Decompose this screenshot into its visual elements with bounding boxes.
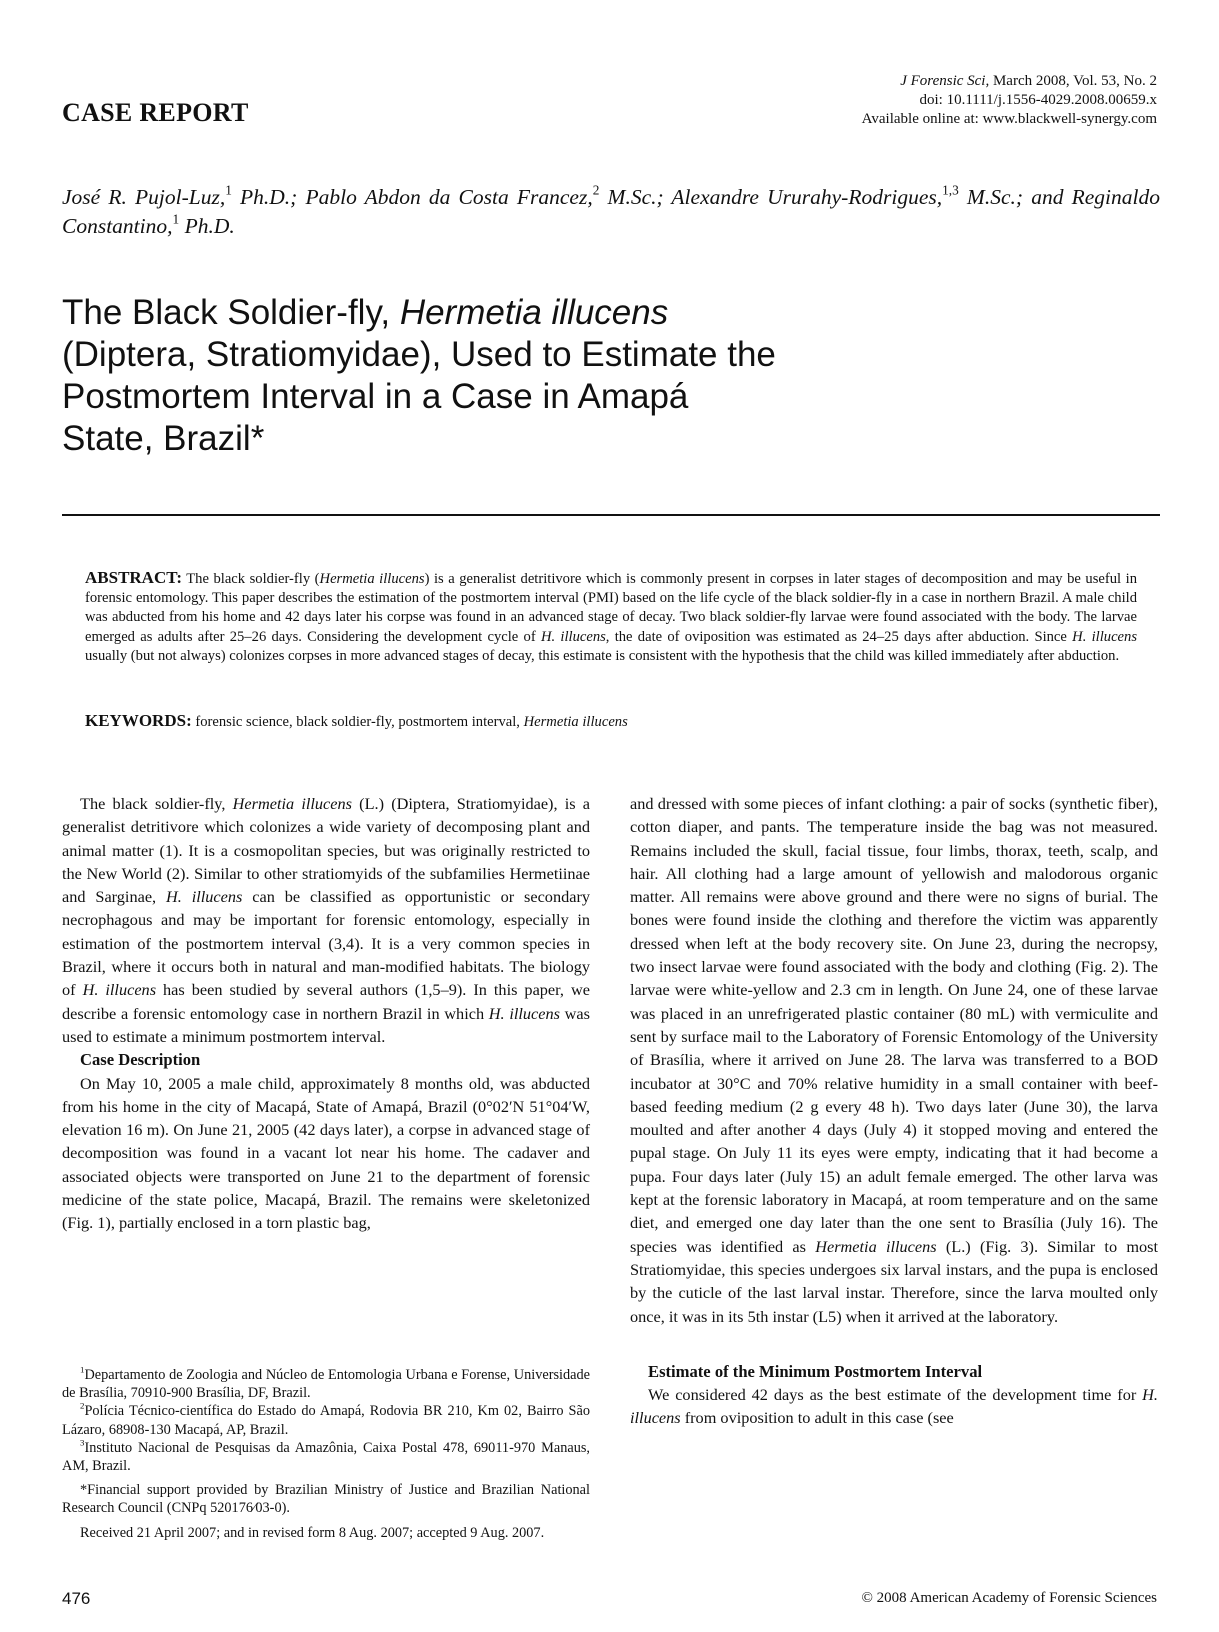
- abstract-text: , the date of oviposition was estimated as 24–25 days after abduction. Since: [605, 628, 1073, 645]
- body-paragraph: [62, 792, 590, 1048]
- footnote-text: Polícia Técnico-científica do Estado do Amapá, Rodovia BR 210, Km 02, Bairro São Lázaro, 68908-130 Macapá, AP, Brazil.: [62, 1403, 590, 1438]
- copyright: © 2008 American Academy of Forensic Sciences: [861, 1590, 1157, 1606]
- abstract-text: usually (but not always) colonizes corpses in more advanced stages of decay, this estimate is consistent with the hypothesis that the child was killed immediately after abduction.: [85, 647, 1120, 664]
- author-name: José R. Pujol-Luz,: [62, 185, 226, 209]
- journal-citation: [637, 72, 1157, 91]
- author-degree: M.Sc.;: [599, 185, 672, 209]
- footnote-funding: *Financial support provided by Brazilian Ministry of Justice and Brazilian National Research Council (CNPq 520176⁄03-0).: [62, 1482, 590, 1517]
- footnote-marker: 2: [80, 1401, 85, 1412]
- footnote-text: Departamento de Zoologia and Núcleo de Entomologia Urbana e Forense, Universidade de Brasília, 70910-900 Brasília, DF, Brazil.: [62, 1367, 590, 1402]
- abstract-italic: H. illucens: [1072, 628, 1137, 645]
- body-italic: H. illucens: [488, 1003, 560, 1023]
- footnote-affiliation: [62, 1366, 590, 1402]
- body-text: (L.) (Fig. 3). Similar to most Stratiomyidae, this species undergoes six larval instars, and the pupa is enclosed by the cuticle of the last larval instar. Therefore, since the larva moulted only once, it was in its 5th instar (L5) when it arrived at the laboratory.: [630, 1236, 1158, 1326]
- body-text: and dressed with some pieces of infant clothing: a pair of socks (synthetic fiber), cotton diaper, and pants. The temperature inside the bag was not measured. Remains included the skull, facial tissue, four limbs, thorax, teeth, scalp, and hair. All clothing had a large amount of yellowish and malodorous organic matter. All remains were above ground and there were no signs of burial. The bones were found inside the clothing and therefore the victim was apparently dressed when left at the body recovery site. On June 23, during the necropsy, two insect larvae were found associated with the body and clothing (Fig. 2). The larvae were white-yellow and 2.3 cm in length. On June 24, one of these larvae was placed in an unrefrigerated plastic container (80 mL) with vermiculite and sent by surface mail to the Laboratory of Forensic Entomology of the University of Brasília, where it arrived on June 28. The larva was transferred to a BOD incubator at 30°C and 70% relative humidity in a small container with beef-based feeding medium (2 g every 48 h). Two days later (June 30), the larva moulted and after another 4 days (July 4) it stopped moving and entered the pupal stage. On July 11 its eyes were empty, indicating that it had become a pupa. Four days later (July 15) an adult female emerged. The other larva was kept at the forensic laboratory in Macapá, at room temperature and on the same diet, and emerged one day later than the one sent to Brasília (July 16). The species was identified as: [630, 794, 1158, 1256]
- abstract-italic: Hermetia illucens: [319, 571, 425, 587]
- title-divider: [62, 514, 1160, 516]
- author-degree: Ph.D.;: [231, 185, 306, 209]
- author-affiliation: 2: [592, 182, 600, 198]
- author-list: [62, 183, 1160, 241]
- title-text: State, Brazil: [62, 419, 251, 458]
- journal-info: [637, 72, 1157, 129]
- title-asterisk: *: [250, 419, 265, 458]
- body-text: was used to estimate a minimum postmortem interval.: [62, 1003, 590, 1046]
- abstract-text: The black soldier-fly (: [181, 571, 320, 587]
- footnote-affiliation: [62, 1439, 590, 1475]
- available-online: Available online at: www.blackwell-synergy.com: [861, 111, 1157, 127]
- body-text: can be classified as opportunistic or secondary necrophagous and may be important for forensic entomology, especially in estimation of the postmortem interval (3,4). It is a very common species in Brazil, where it occurs both in natural and man-modified habitats. The biology of: [62, 887, 591, 1000]
- footnote-marker: 3: [80, 1437, 85, 1448]
- body-text: from oviposition to adult in this case (see: [680, 1408, 954, 1428]
- journal-name: J Forensic Sci,: [900, 73, 990, 89]
- body-italic: H. illucens: [82, 980, 157, 1000]
- author-affiliation: 1: [172, 211, 180, 227]
- abstract-label: ABSTRACT:: [85, 568, 182, 587]
- title-species: Hermetia illucens: [399, 293, 669, 332]
- doi: doi: 10.1111/j.1556-4029.2008.00659.x: [919, 92, 1157, 108]
- section-heading-case-description: Case Description: [80, 1050, 201, 1070]
- keywords-text: forensic science, black soldier-fly, postmortem interval,: [191, 714, 524, 730]
- body-text: The black soldier-fly,: [80, 794, 233, 813]
- footnotes: [62, 1366, 590, 1542]
- author-affiliation: 1: [225, 182, 232, 198]
- author-name: Reginaldo Constantino,: [62, 185, 1160, 238]
- body-paragraph: [630, 792, 1158, 1328]
- body-text: has been studied by several authors (1,5–9). In this paper, we describe a forensic entomology case in northern Brazil in which: [62, 980, 590, 1023]
- footnote-text: Instituto Nacional de Pesquisas da Amazônia, Caixa Postal 478, 69011-970 Manaus, AM, Brazil.: [62, 1439, 590, 1475]
- page-number: 476: [62, 1589, 91, 1608]
- section-label: CASE REPORT: [62, 98, 249, 127]
- section-heading-estimate: Estimate of the Minimum Postmortem Interval: [648, 1361, 983, 1381]
- footnote-marker: 1: [80, 1364, 85, 1375]
- footnote-received: Received 21 April 2007; and in revised form 8 Aug. 2007; accepted 9 Aug. 2007.: [80, 1524, 545, 1541]
- title-line: [62, 292, 962, 334]
- body-text: We considered 42 days as the best estimate of the development time for: [648, 1385, 1143, 1405]
- abstract-text: ) is a generalist detritivore which is commonly present in corpses in later stages of decomposition and may be useful in forensic entomology. This paper describes the estimation of the postmortem interval (PMI) based on the life cycle of the black soldier-fly in a case in northern Brazil. A male child was abducted from his home and 42 days later his corpse was found in an advanced stage of decay. Two black soldier-fly larvae were found associated with the body. The larvae emerged as adults after 25–26 days. Considering the development cycle of: [85, 571, 1137, 645]
- keywords-italic: Hermetia illucens: [523, 714, 628, 730]
- title-line: [62, 418, 962, 460]
- abstract-italic: H. illucens: [540, 628, 606, 645]
- author-name: Alexandre Ururahy-Rodrigues,: [671, 185, 943, 209]
- title-line: Postmortem Interval in a Case in Amapá: [62, 377, 689, 416]
- title-text: The Black Soldier-fly,: [62, 293, 400, 332]
- author-affiliation: 1,3: [942, 182, 959, 198]
- title-line: (Diptera, Stratiomyidae), Used to Estimate the: [62, 335, 776, 374]
- body-text: (L.) (Diptera, Stratiomyidae), is a generalist detritivore which colonizes a wide variety of decomposing plant and animal matter (1). It is a cosmopolitan species, but was originally restricted to the New World (2). Similar to other stratiomyids of the subfamilies Hermetiinae and Sarginae,: [62, 794, 591, 907]
- author-degree: M.Sc.; and: [958, 185, 1072, 209]
- body-italic: Hermetia illucens: [815, 1236, 937, 1256]
- abstract: [85, 568, 1137, 666]
- author-degree: Ph.D.: [179, 214, 235, 238]
- body-column-right: [630, 792, 1158, 1430]
- article-title: [62, 292, 962, 460]
- footnote-affiliation: [62, 1402, 590, 1438]
- body-paragraph: On May 10, 2005 a male child, approximately 8 months old, was abducted from his home in the city of Macapá, State of Amapá, Brazil (0°02′N 51°04′W, elevation 16 m). On June 21, 2005 (42 days later), a corpse in advanced stage of decomposition was found in a vacant lot near his home. The cadaver and associated objects were transported on June 21 to the department of forensic medicine of the state police, Macapá, Brazil. The remains were skeletonized (Fig. 1), partially enclosed in a torn plastic bag,: [62, 1073, 590, 1233]
- journal-issue: March 2008, Vol. 53, No. 2: [989, 73, 1157, 89]
- keywords-label: KEYWORDS:: [85, 711, 192, 730]
- body-italic: H. illucens: [630, 1385, 1158, 1428]
- body-italic: Hermetia illucens: [232, 794, 352, 813]
- author-name: Pablo Abdon da Costa Francez,: [305, 185, 593, 209]
- body-italic: H. illucens: [166, 887, 243, 907]
- keywords: [85, 711, 1137, 732]
- body-paragraph: [630, 1383, 1158, 1430]
- body-column-left: [62, 792, 590, 1235]
